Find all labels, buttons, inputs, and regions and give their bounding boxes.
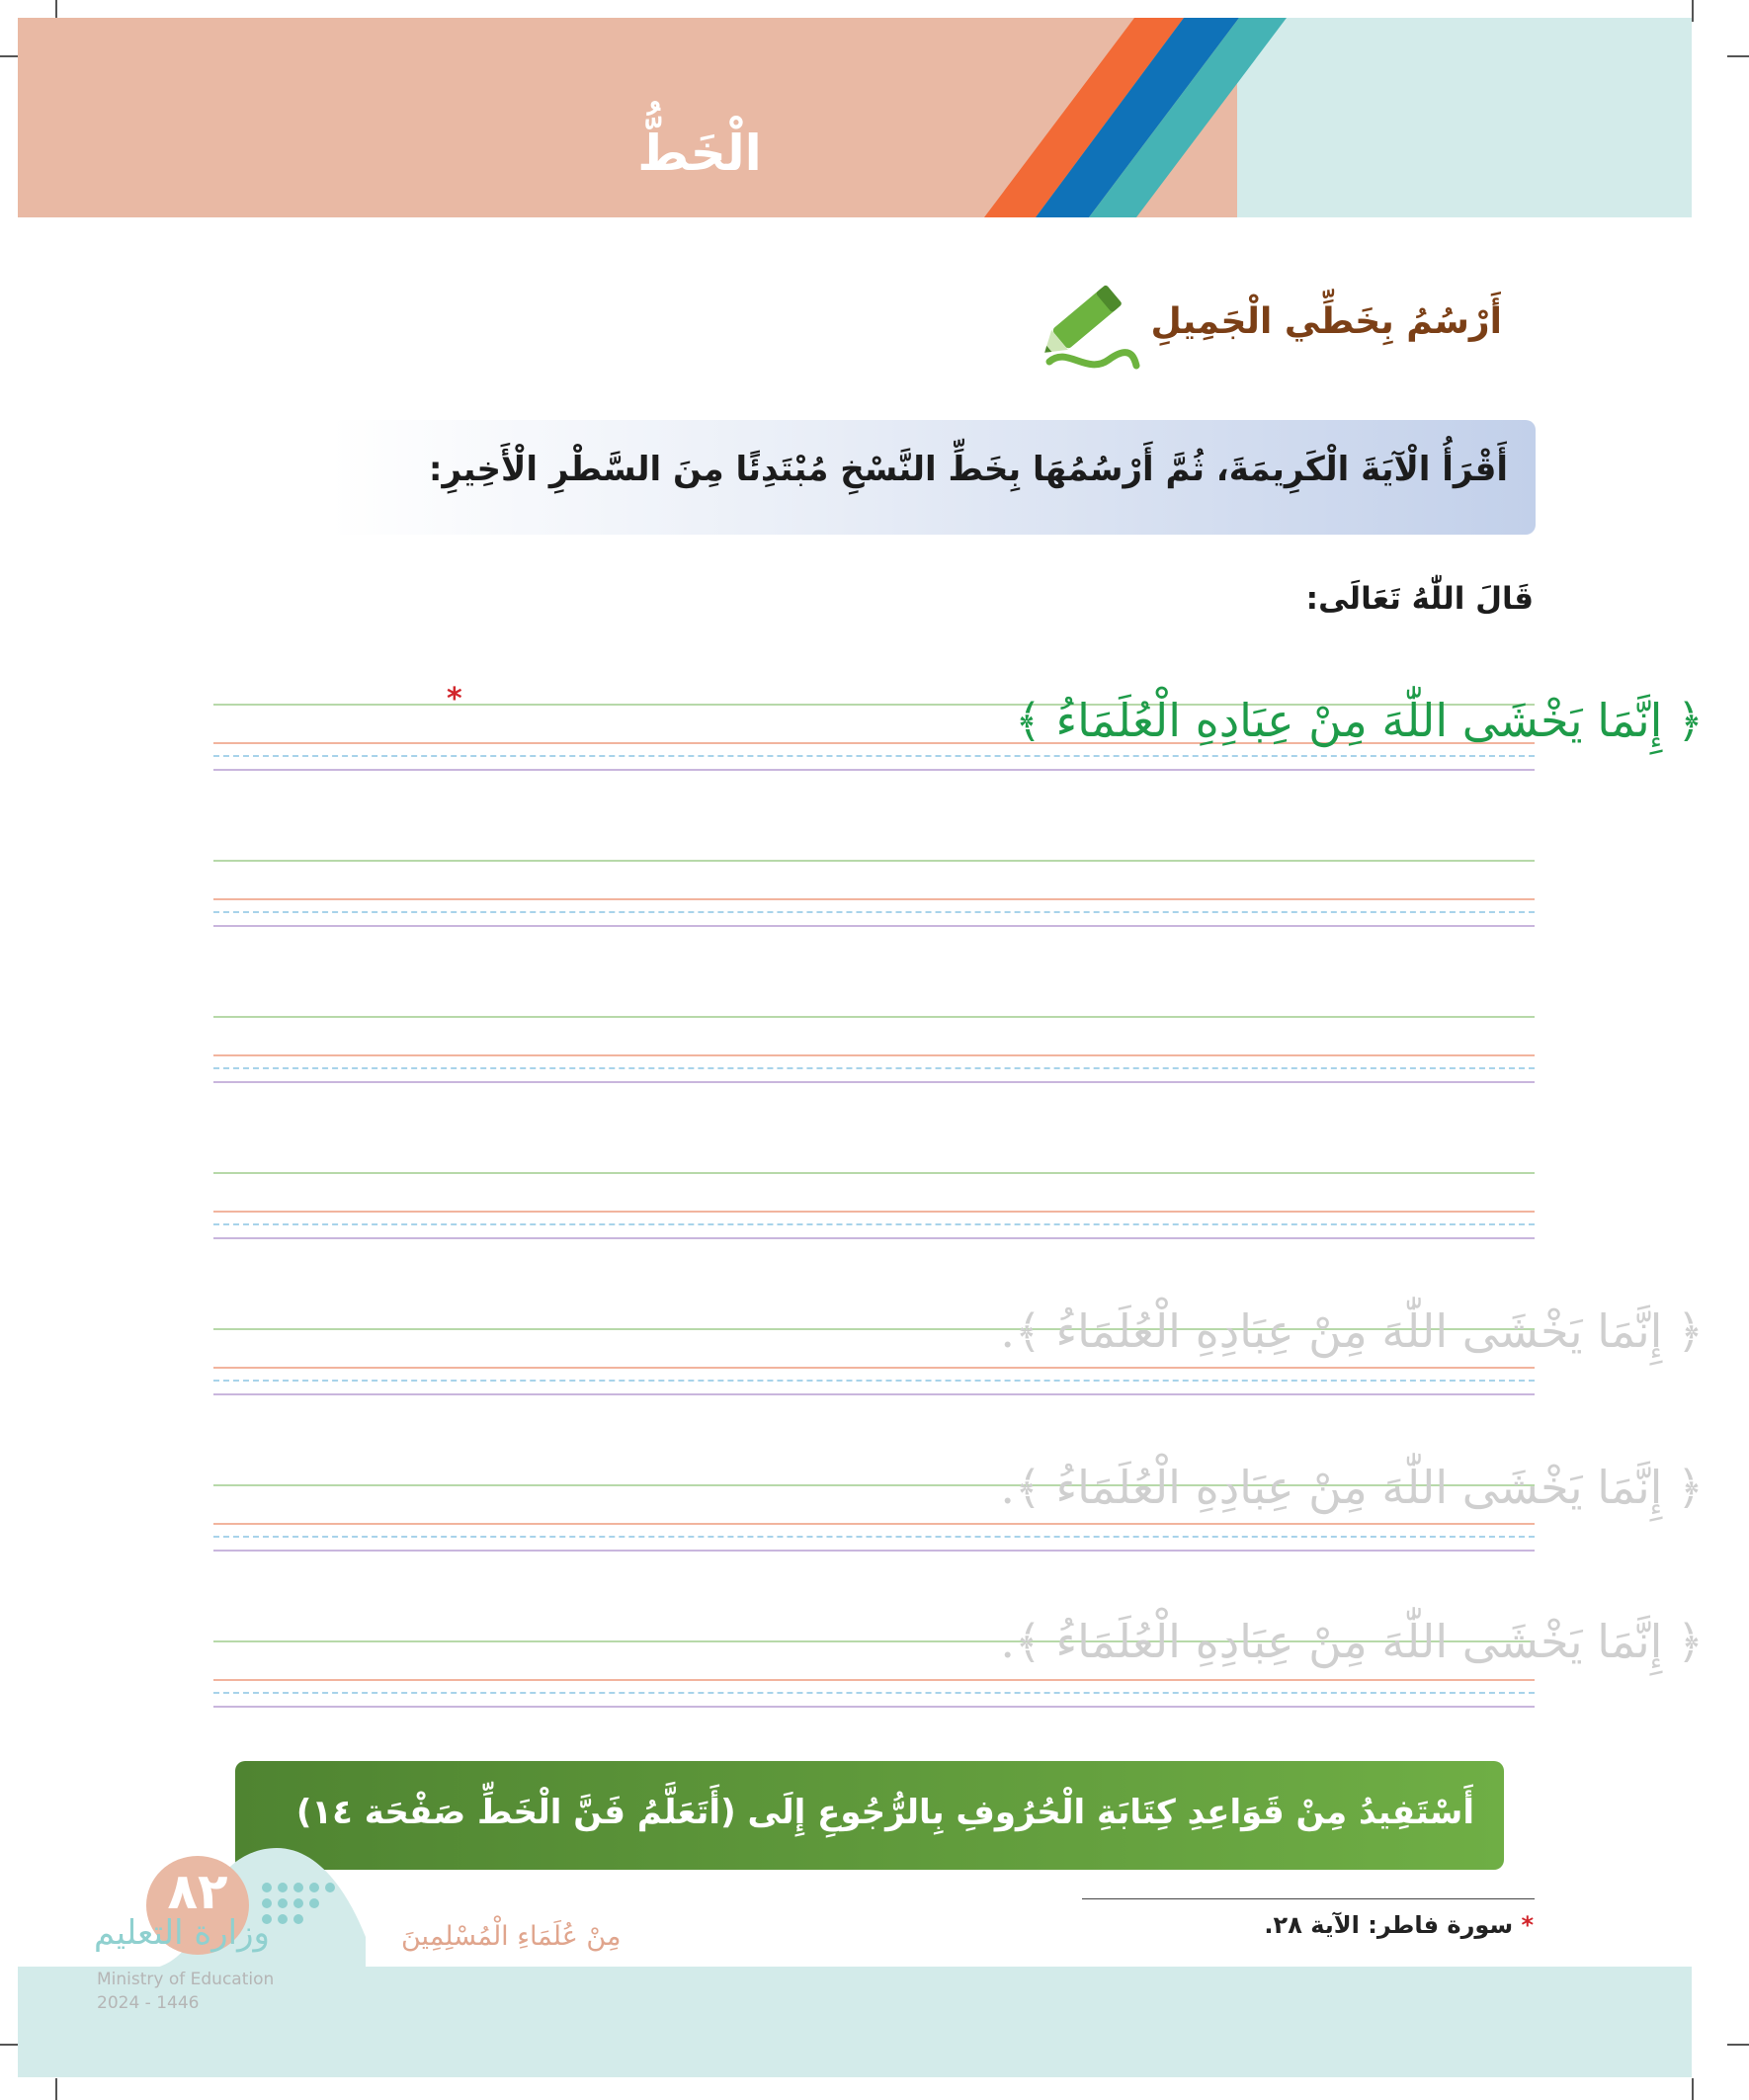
crop-mark [1692,2078,1694,2100]
header-stripes [18,18,1692,217]
writing-line[interactable] [213,1016,1535,1095]
pen-icon [1028,267,1146,385]
section-heading: أَرْسُمُ بِخَطِّي الْجَمِيلِ [1150,301,1502,342]
verse-trace-text: ﴿ إِنَّمَا يَخْشَى اللّٰهَ مِنْ عِبَادِهِ الْعُلَمَاءُ ﴾. [1000,1461,1704,1514]
verse-trace-text: ﴿ إِنَّمَا يَخْشَى اللّٰهَ مِنْ عِبَادِهِ الْعُلَمَاءُ ﴾. [1000,1615,1704,1668]
footnote-divider [1082,1898,1535,1899]
footnote-text: سورة فاطر: الآية ٢٨. [1264,1911,1514,1939]
ministry-logo-arabic: وزارة التعليم [94,1913,270,1953]
crop-mark [1727,55,1749,57]
header-band [18,18,1692,217]
verse-intro-label: قَالَ اللّٰهُ تَعَالَى: [1305,581,1534,617]
instruction-bar [330,420,1536,535]
writing-line[interactable] [213,1172,1535,1251]
tip-bar [235,1761,1504,1870]
footnote-star: * [1521,1911,1534,1939]
ministry-year: 2024 - 1446 [97,1993,200,2013]
ministry-logo-english: Ministry of Education [97,1970,275,1989]
chapter-title: الْخَطُّ [637,125,762,182]
crop-mark [1692,0,1694,22]
writing-line[interactable] [213,860,1535,939]
footnote [1264,1911,1534,1939]
instruction-text: أَقْرَأُ الْآيَةَ الْكَرِيمَةَ، ثُمَّ أَرْسُمُهَا بِخَطِّ النَّسْخِ مُبْتَدِئًا مِنَ السَّطْرِ الْأَخِيرِ: [428,450,1508,489]
verse-trace-text: ﴿ إِنَّمَا يَخْشَى اللّٰهَ مِنْ عِبَادِهِ الْعُلَمَاءُ ﴾. [1000,1304,1704,1358]
verse-model-text: ﴿ إِنَّمَا يَخْشَى اللّٰهَ مِنْ عِبَادِهِ الْعُلَمَاءُ ﴾ [1014,694,1704,747]
crop-mark [1727,2044,1749,2046]
unit-title: مِنْ عُلَمَاءِ الْمُسْلِمِينَ [401,1921,622,1952]
crop-mark [55,2078,57,2100]
footnote-marker: * [447,682,462,716]
tip-text: أَسْتَفِيدُ مِنْ قَوَاعِدِ كِتَابَةِ الْحُرُوفِ بِالرُّجُوعِ إِلَى (أَتَعَلَّمُ فَنَّ الْخَطِّ صَفْحَة ١٤) [295,1793,1474,1832]
page-number: ٨٢ [167,1863,228,1920]
